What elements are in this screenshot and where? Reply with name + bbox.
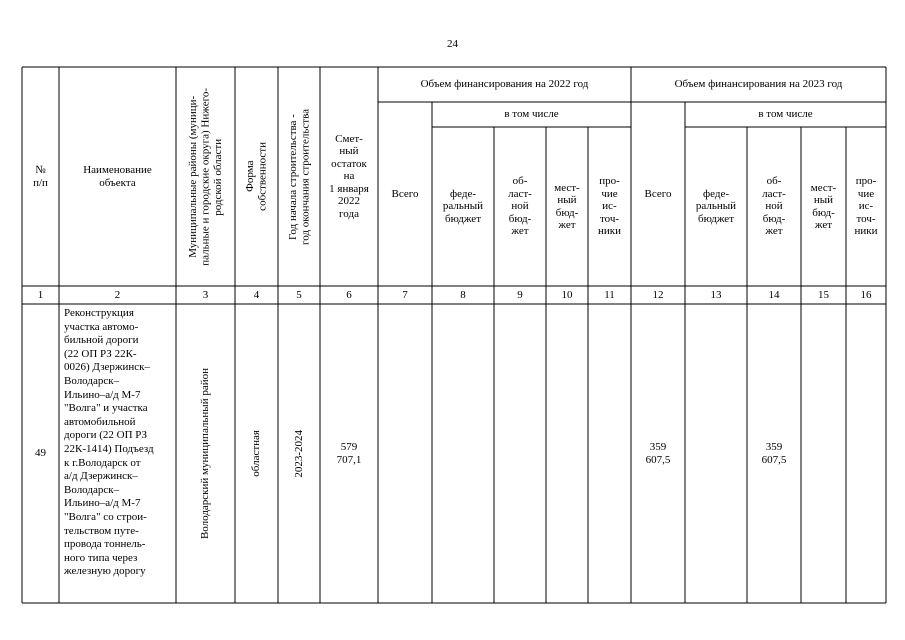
col-number: 10: [561, 288, 573, 301]
row-ownership: [235, 304, 278, 603]
header-fin-2022: Объем финансирования на 2022 год: [420, 78, 589, 91]
col-number: 7: [402, 288, 408, 301]
col-number: 1: [37, 288, 44, 301]
header-ownership: [235, 67, 278, 286]
header-federal-2022: феде- ральный бюджет: [442, 187, 484, 225]
header-local-2023: мест- ный бюд- жет: [810, 181, 837, 231]
col-number: 15: [818, 288, 829, 301]
row-object-name: Реконструкция участка автомо- бильной дороги (22 ОП РЗ 22К- 0026) Дзержинск– Володарск– Ильино–а/д М-7 "Волга" и участка автомобильной дороги (22 ОП РЗ 22К-1414) Подъезд к г.Володарск от а/д Дзержинск– Володарск– Ильино–а/д М-7 "Волга" со строи- тельством путе- провода тоннель- ного типа через железную дорогу: [64, 307, 154, 578]
header-including-2022: в том числе: [504, 108, 559, 121]
header-local-2022: мест- ный бюд- жет: [554, 181, 580, 231]
row-total-2023: 359 607,5: [645, 441, 671, 466]
col-number: 2: [114, 288, 121, 301]
col-number: 6: [346, 288, 352, 301]
header-federal-2023: феде- ральный бюджет: [695, 187, 737, 225]
row-municipality: [176, 304, 235, 603]
row-regional-2023: 359 607,5: [761, 441, 787, 466]
header-ownership-text: Форма собственности: [244, 142, 269, 211]
header-regional-2022: об- ласт- ной бюд- жет: [508, 175, 532, 238]
header-municipality: [176, 67, 235, 286]
col-number: 11: [604, 288, 615, 301]
col-number: 8: [460, 288, 466, 301]
header-other-2022: про- чие ис- точ- ники: [597, 175, 621, 238]
header-other-2023: про- чие ис- точ- ники: [854, 175, 878, 238]
row-num: 49: [35, 447, 46, 460]
col-number: 9: [517, 288, 523, 301]
header-fin-2023: Объем финансирования на 2023 год: [674, 78, 843, 91]
header-total-2022: Всего: [391, 187, 419, 200]
header-estimate: Смет- ный остаток на 1 января 2022 года: [329, 132, 369, 220]
header-years: [278, 67, 320, 286]
col-number: 16: [860, 288, 872, 301]
row-years-text: 2023-2024: [292, 429, 305, 478]
header-total-2023: Всего: [644, 187, 672, 200]
header-including-2023: в том числе: [758, 108, 813, 121]
header-regional-2023: об- ласт- ной бюд- жет: [762, 175, 786, 238]
header-name: Наименование объекта: [83, 164, 152, 189]
header-num: № п/п: [33, 164, 48, 189]
row-municipality-text: Володарский муниципальный район: [199, 367, 212, 540]
row-years: [278, 304, 320, 603]
col-number: 3: [202, 288, 209, 301]
header-municipality-text: Муниципальные районы (муници- пальные и городские округа) Нижего- родской области: [186, 87, 224, 266]
header-years-text: Год начала строительства - год окончания строительства: [286, 108, 311, 245]
col-number: 13: [710, 288, 722, 301]
row-estimate: 579 707,1: [336, 441, 362, 466]
page-number: 24: [447, 38, 458, 50]
col-number: 12: [652, 288, 664, 301]
row-ownership-text: областная: [250, 430, 263, 477]
col-number: 4: [253, 288, 260, 301]
col-number: 14: [768, 288, 780, 301]
col-number: 5: [296, 288, 302, 301]
